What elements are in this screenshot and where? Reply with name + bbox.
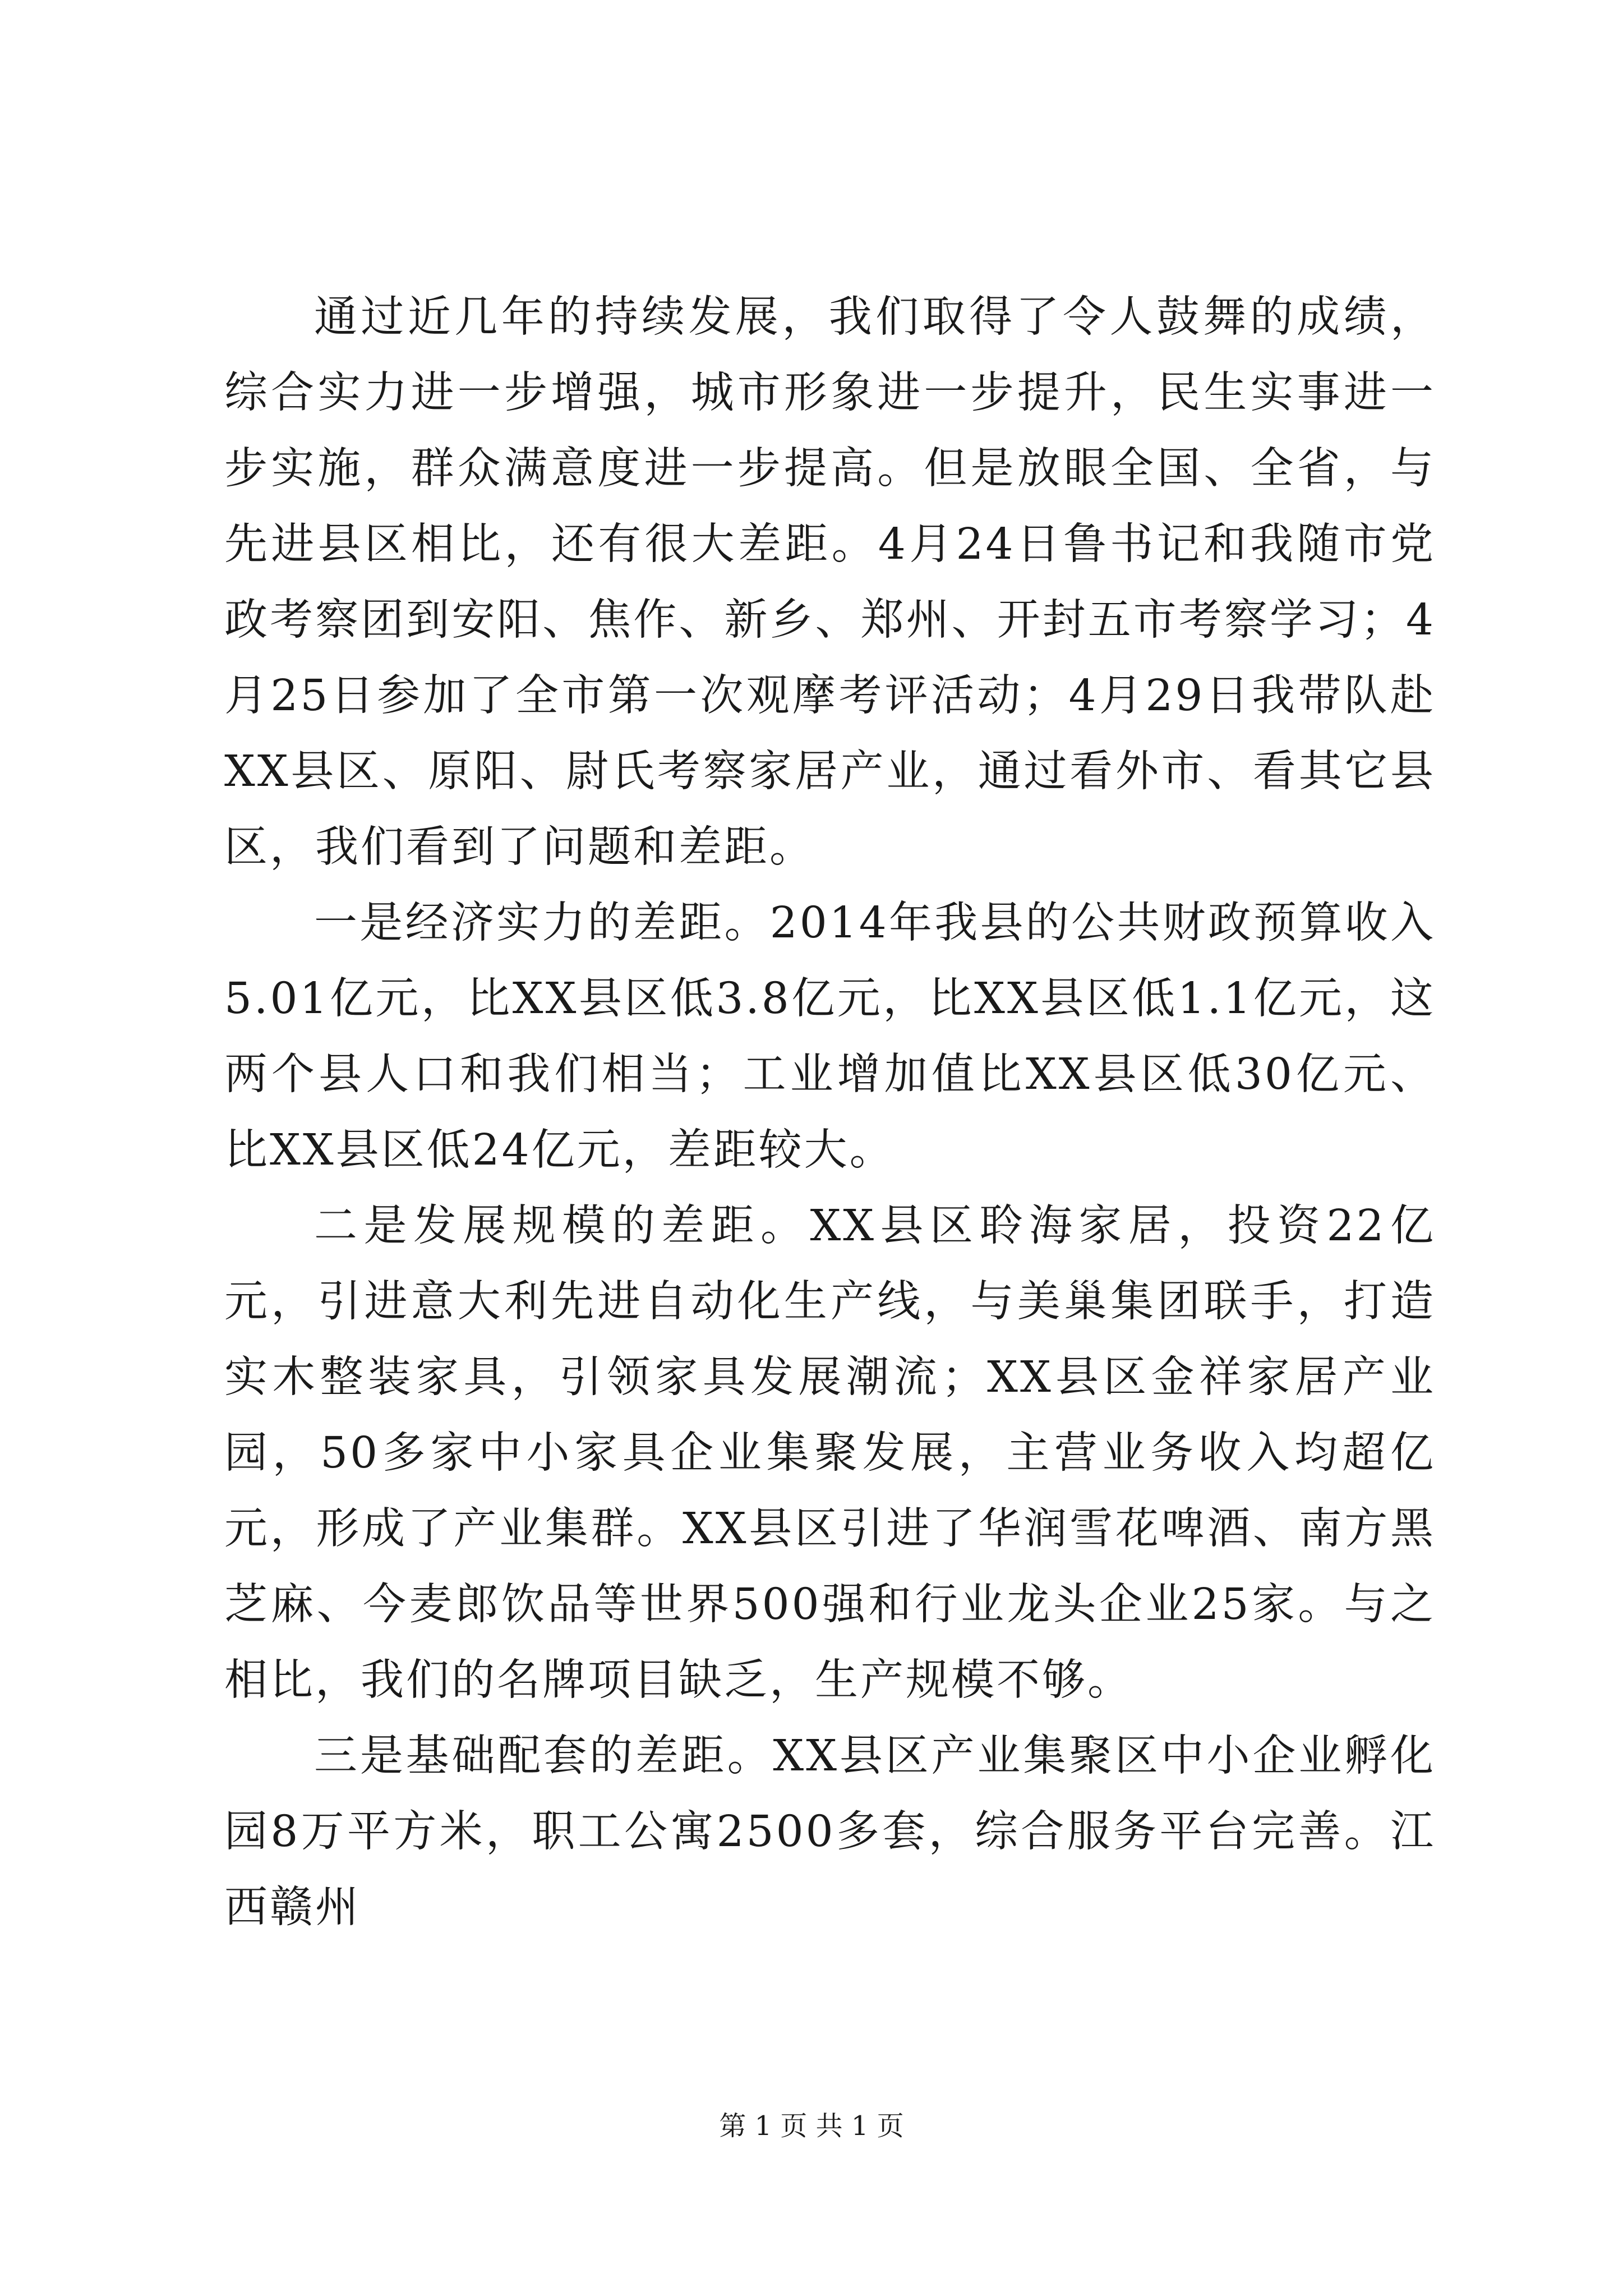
page-footer [0,2109,1623,2143]
paragraph-intro: 通过近几年的持续发展，我们取得了令人鼓舞的成绩，综合实力进一步增强，城市形象进一步提升，民生实事进一步实施，群众满意度进一步提高。但是放眼全国、全省，与先进县区相比，还有很大差距。4月24日鲁书记和我随市党政考察团到安阳、焦作、新乡、郑州、开封五市考察学习；4月25日参加了全市第一次观摩考评活动；4月29日我带队赴XX县区、原阳、尉氏考察家居产业，通过看外市、看其它县区，我们看到了问题和差距。 [224,292,1436,872]
paragraph-scale-gap: 二是发展规模的差距。XX县区聆海家居，投资22亿元，引进意大利先进自动化生产线，与美巢集团联手，打造实木整装家具，引领家具发展潮流；XX县区金祥家居产业园，50多家中小家具企业集聚发展，主营业务收入均超亿元，形成了产业集群。XX县区引进了华润雪花啤酒、南方黑芝麻、今麦郎饮品等世界500强和行业龙头企业25家。与之相比，我们的名牌项目缺乏，生产规模不够。 [224,1201,1436,1705]
paragraph-economic-gap: 一是经济实力的差距。2014年我县的公共财政预算收入5.01亿元，比XX县区低3.8亿元，比XX县区低1.1亿元，这两个县人口和我们相当；工业增加值比XX县区低30亿元、比XX县区低24亿元，差距较大。 [224,898,1436,1175]
page-number-label: 第 1 页 共 1 页 [719,2110,904,2142]
document-body [224,279,1436,1945]
paragraph-infrastructure-gap: 三是基础配套的差距。XX县区产业集聚区中小企业孵化园8万平方米，职工公寓2500多套，综合服务平台完善。江西赣州 [224,1731,1436,1932]
